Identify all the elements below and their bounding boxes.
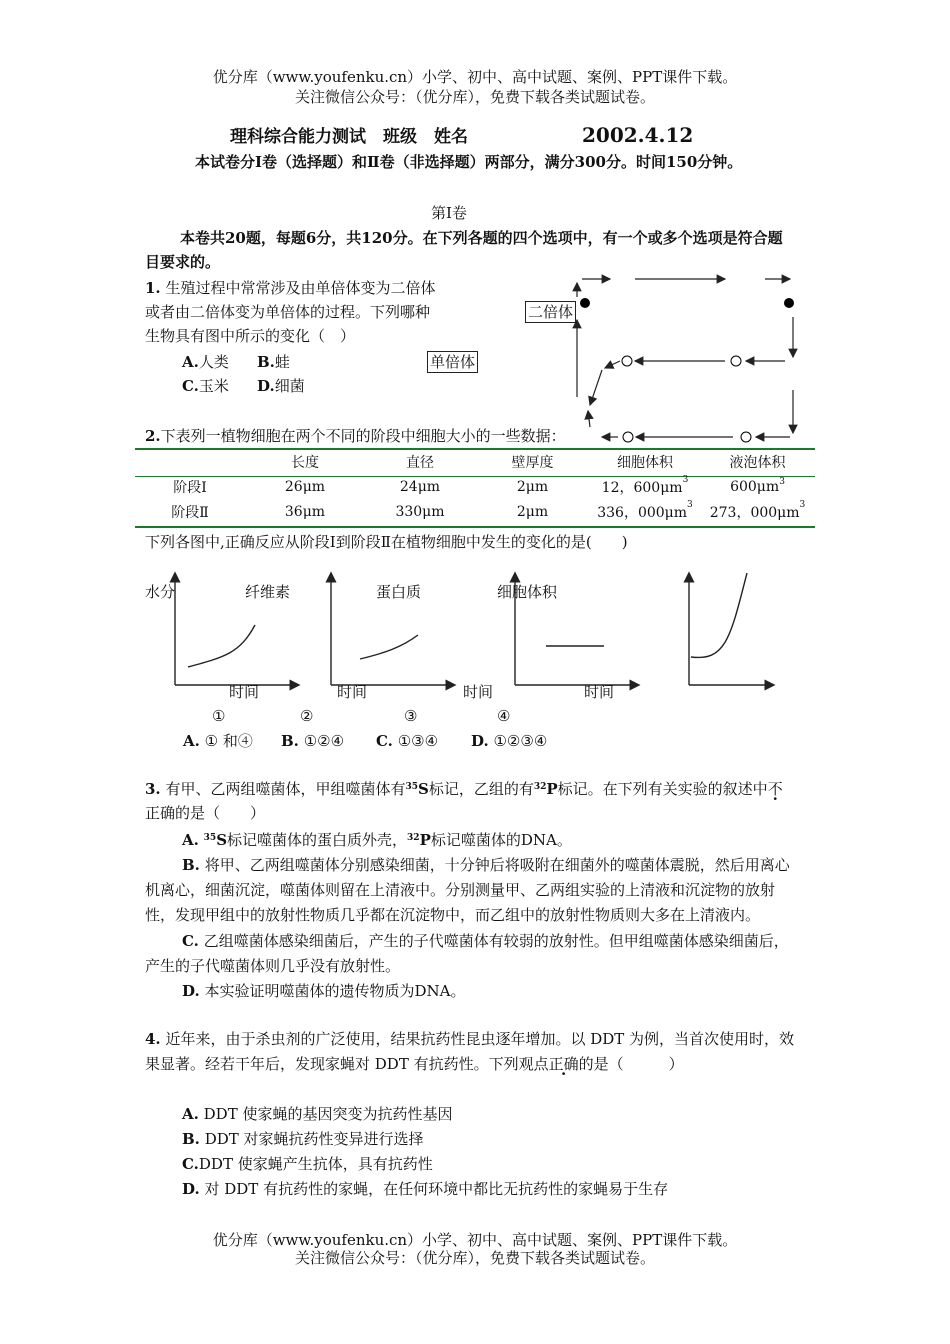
table-header-cell: 直径 — [406, 455, 434, 471]
table-cell: 36μm — [284, 504, 326, 520]
q2-option-d — [471, 731, 547, 751]
q2-graphs — [140, 565, 780, 700]
table-cell: 26μm — [284, 479, 326, 495]
option-text: DDT 使家蝇产生抗体，具有抗药性 — [198, 1155, 433, 1173]
graph-num-1: ① — [212, 707, 226, 725]
header-line-2: 关注微信公众号：（优分库），免费下载各类试题试卷。 — [294, 88, 655, 106]
q4-option-b — [182, 1129, 424, 1149]
cell-value: 273，000μm — [709, 505, 800, 521]
cell-value: 336，000μm — [597, 505, 688, 521]
q3-text: 有甲、乙两组噬菌体，甲组噬菌体有 — [165, 780, 406, 798]
haploid-cell-bottom-left — [623, 432, 633, 442]
q1-option-a-label: A. — [182, 353, 199, 371]
table-cell: 24μm — [399, 479, 441, 495]
time-label: 时间 — [463, 683, 494, 701]
arrow-diag — [590, 370, 602, 405]
q2-option-b — [281, 731, 344, 751]
emphasis-not: 不 — [767, 780, 783, 798]
table-header-cell: 细胞体积 — [617, 455, 673, 471]
haploid-label: 单倍体 — [427, 351, 478, 373]
test-subtitle: 本试卷分Ⅰ卷（选择题）和Ⅱ卷（非选择题）两部分，满分300分。时间150分钟。 — [195, 153, 743, 171]
q1-option-b — [257, 352, 290, 372]
haploid-cell-bottom-right — [741, 432, 751, 442]
q1-option-b-text: 蛙 — [274, 353, 290, 371]
cell-size-table — [135, 450, 815, 524]
isotope-32: 32 — [407, 833, 420, 843]
phosphorus-symbol: P — [546, 780, 558, 798]
option-text: 标记噬菌体的DNA。 — [430, 831, 572, 849]
emphasis-correct: 正确 — [548, 1055, 579, 1073]
time-label: 时间 — [229, 683, 260, 701]
table-cell: 2μm — [516, 504, 549, 520]
unit-exponent: 3 — [682, 475, 689, 485]
q3-stem-2: 正确的是（ ） — [145, 804, 266, 822]
q3-option-b-line-2: 机离心，细菌沉淀，噬菌体则留在上清液中。分别测量甲、乙两组实验的上清液和沉淀物的放射 — [145, 881, 776, 899]
q3-number: 3. — [145, 780, 161, 798]
option-label: D. — [182, 1180, 200, 1198]
option-text: DDT 使家蝇的基因突变为抗药性基因 — [203, 1105, 453, 1123]
option-label: C. — [376, 732, 393, 750]
header-line-1: 优分库（www.youfenku.cn）小学、初中、高中试题、案例、PPT课件下载。 — [212, 68, 738, 86]
option-label: B. — [182, 1130, 200, 1148]
q2-option-c — [376, 731, 438, 751]
isotope-35: 35 — [203, 833, 217, 843]
q1-option-d-text: 细菌 — [274, 377, 305, 395]
graph-label-cellulose: 纤维素 — [245, 583, 291, 601]
q4-stem-1 — [145, 1029, 794, 1049]
table-cell — [590, 500, 700, 524]
option-text: 对 DDT 有抗药性的家蝇，在任何环境中都比无抗药性的家蝇易于生存 — [204, 1180, 669, 1198]
q1-option-d-label: D. — [257, 377, 275, 395]
table-row — [135, 474, 815, 500]
time-label: 时间 — [584, 683, 615, 701]
option-text: DDT 对家蝇抗药性变异进行选择 — [204, 1130, 424, 1148]
q1-line-1 — [145, 278, 435, 298]
q2-question: 下列各图中,正确反应从阶段Ⅰ到阶段Ⅱ在植物细胞中发生的变化的是( ) — [145, 533, 628, 551]
q3-stem-1 — [145, 779, 783, 799]
q4-stem-2 — [145, 1054, 684, 1074]
graph1-curve — [188, 625, 255, 667]
table-header-cell: 壁厚度 — [511, 455, 554, 471]
q1-number: 1. — [145, 279, 161, 297]
option-text: ①②④ — [303, 732, 345, 750]
q4-text: 近年来，由于杀虫剂的广泛使用，结果抗药性昆虫逐年增加。以 DDT 为例，当首次使用时，效 — [165, 1030, 795, 1048]
q2-stem — [145, 426, 566, 446]
table-cell — [700, 500, 815, 524]
sulfur-symbol: S — [216, 831, 228, 849]
q1-option-c — [182, 376, 229, 396]
q3-text: 标记。在下列有关实验的叙述中 — [557, 780, 768, 798]
q1-text-1: 生殖过程中常常涉及由单倍体变为二倍体 — [165, 279, 436, 297]
q3-option-b-line-3: 性，发现甲组中的放射性物质几乎都在沉淀物中，而乙组中的放射性物质则大多在上清液内。 — [145, 906, 761, 924]
test-title: 理科综合能力测试 班级 姓名 — [230, 127, 468, 147]
option-text: ① 和④ — [204, 732, 253, 750]
arrow-bottom-up — [588, 411, 590, 427]
haploid-cell-mid-right — [731, 356, 741, 366]
q3-text: 标记，乙组的有 — [428, 780, 534, 798]
table-cell — [590, 474, 700, 500]
table-cell — [700, 474, 815, 500]
option-text: 将甲、乙两组噬菌体分别感染细菌，十分钟后将吸附在细菌外的噬菌体震脱，然后用离心 — [204, 856, 790, 874]
table-header-row — [135, 450, 815, 474]
arrow-mid-to-left — [605, 361, 620, 368]
unit-exponent: 3 — [779, 477, 785, 487]
diploid-cell-right — [784, 298, 794, 308]
option-label: A. — [182, 831, 199, 849]
test-date: 2002.4.12 — [582, 123, 694, 147]
option-label: A. — [183, 732, 200, 750]
q1-option-c-label: C. — [182, 377, 199, 395]
q2-stem-text: 下表列一植物细胞在两个不同的阶段中细胞大小的一些数据： — [160, 427, 566, 445]
graph-label-water: 水分 — [145, 583, 176, 601]
q4-option-a — [182, 1104, 452, 1124]
graph-num-4: ④ — [497, 707, 511, 725]
part1-intro-1: 本卷共20题，每题6分，共120分。在下列各题的四个选项中，有一个或多个选项是符合题 — [180, 229, 783, 247]
table-bottom-rule — [135, 526, 815, 528]
q2-number: 2. — [145, 427, 161, 445]
q3-option-c — [182, 931, 789, 951]
q1-line-3: 生物具有图中所示的变化（ ） — [145, 327, 356, 345]
diploid-cell-left — [580, 298, 590, 308]
option-label: D. — [471, 732, 489, 750]
q1-option-b-label: B. — [257, 353, 275, 371]
footer-line-1: 优分库（www.youfenku.cn）小学、初中、高中试题、案例、PPT课件下载。 — [212, 1231, 738, 1249]
q3-option-a — [182, 830, 572, 850]
graph-label-protein: 蛋白质 — [376, 583, 422, 601]
table-header-cell: 长度 — [291, 455, 319, 471]
q4-option-c — [182, 1154, 433, 1174]
table-row — [135, 500, 815, 524]
phosphorus-symbol: P — [419, 831, 431, 849]
option-label: A. — [182, 1105, 199, 1123]
sulfur-symbol: S — [418, 780, 429, 798]
isotope-35: 35 — [405, 782, 418, 792]
unit-exponent: 3 — [687, 500, 693, 510]
q3-option-d — [182, 981, 465, 1001]
graph2-curve — [360, 635, 418, 659]
diploid-label: 二倍体 — [525, 301, 576, 323]
unit-exponent: 3 — [799, 500, 806, 510]
q4-text: 果显著。经若干年后，发现家蝇对 DDT 有抗药性。下列观点 — [145, 1055, 549, 1073]
q2-option-a — [183, 731, 253, 751]
q4-text: 的是（ ） — [578, 1055, 684, 1073]
q1-option-a-text: 人类 — [198, 353, 229, 371]
table-cell: 阶段Ⅰ — [173, 480, 207, 496]
option-label: C. — [182, 1155, 199, 1173]
part1-heading: 第Ⅰ卷 — [431, 204, 467, 222]
table-cell: 330μm — [395, 504, 445, 520]
footer-line-2: 关注微信公众号：（优分库），免费下载各类试题试卷。 — [294, 1249, 655, 1267]
time-label: 时间 — [337, 683, 368, 701]
table-header-cell: 液泡体积 — [729, 455, 786, 471]
option-text: 标记噬菌体的蛋白质外壳， — [227, 831, 408, 849]
option-text: 乙组噬菌体感染细菌后，产生的子代噬菌体有较弱的放射性。但甲组噬菌体感染细菌后， — [203, 932, 789, 950]
q1-option-a — [182, 352, 229, 372]
q4-option-d — [182, 1179, 668, 1199]
q1-line-2: 或者由二倍体变为单倍体的过程。下列哪种 — [145, 303, 431, 321]
table-cell: 2μm — [516, 479, 549, 495]
graph-num-2: ② — [300, 707, 314, 725]
option-label: B. — [182, 856, 200, 874]
option-text: 本实验证明噬菌体的遗传物质为DNA。 — [204, 982, 466, 1000]
option-label: D. — [182, 982, 200, 1000]
life-cycle-diagram — [560, 265, 810, 450]
graph-num-3: ③ — [404, 707, 418, 725]
option-text: ①②③④ — [493, 732, 548, 750]
part1-intro-2: 目要求的。 — [145, 253, 221, 271]
isotope-32: 32 — [533, 782, 547, 792]
q1-option-d — [257, 376, 305, 396]
haploid-cell-mid-left — [622, 356, 632, 366]
graph4-curve — [691, 573, 747, 657]
option-label: C. — [182, 932, 199, 950]
option-text: ①③④ — [397, 732, 439, 750]
option-label: B. — [281, 732, 299, 750]
q3-option-b — [182, 855, 790, 875]
q3-option-c-line-2: 产生的子代噬菌体则几乎没有放射性。 — [145, 957, 401, 975]
graph-label-cell-volume: 细胞体积 — [497, 583, 558, 601]
cell-value: 12，600μm — [601, 480, 683, 496]
q1-option-c-text: 玉米 — [198, 377, 229, 395]
q4-number: 4. — [145, 1030, 161, 1048]
table-cell: 阶段Ⅱ — [171, 505, 209, 521]
table-header-cell — [135, 450, 245, 474]
cell-value: 600μm — [730, 479, 780, 495]
